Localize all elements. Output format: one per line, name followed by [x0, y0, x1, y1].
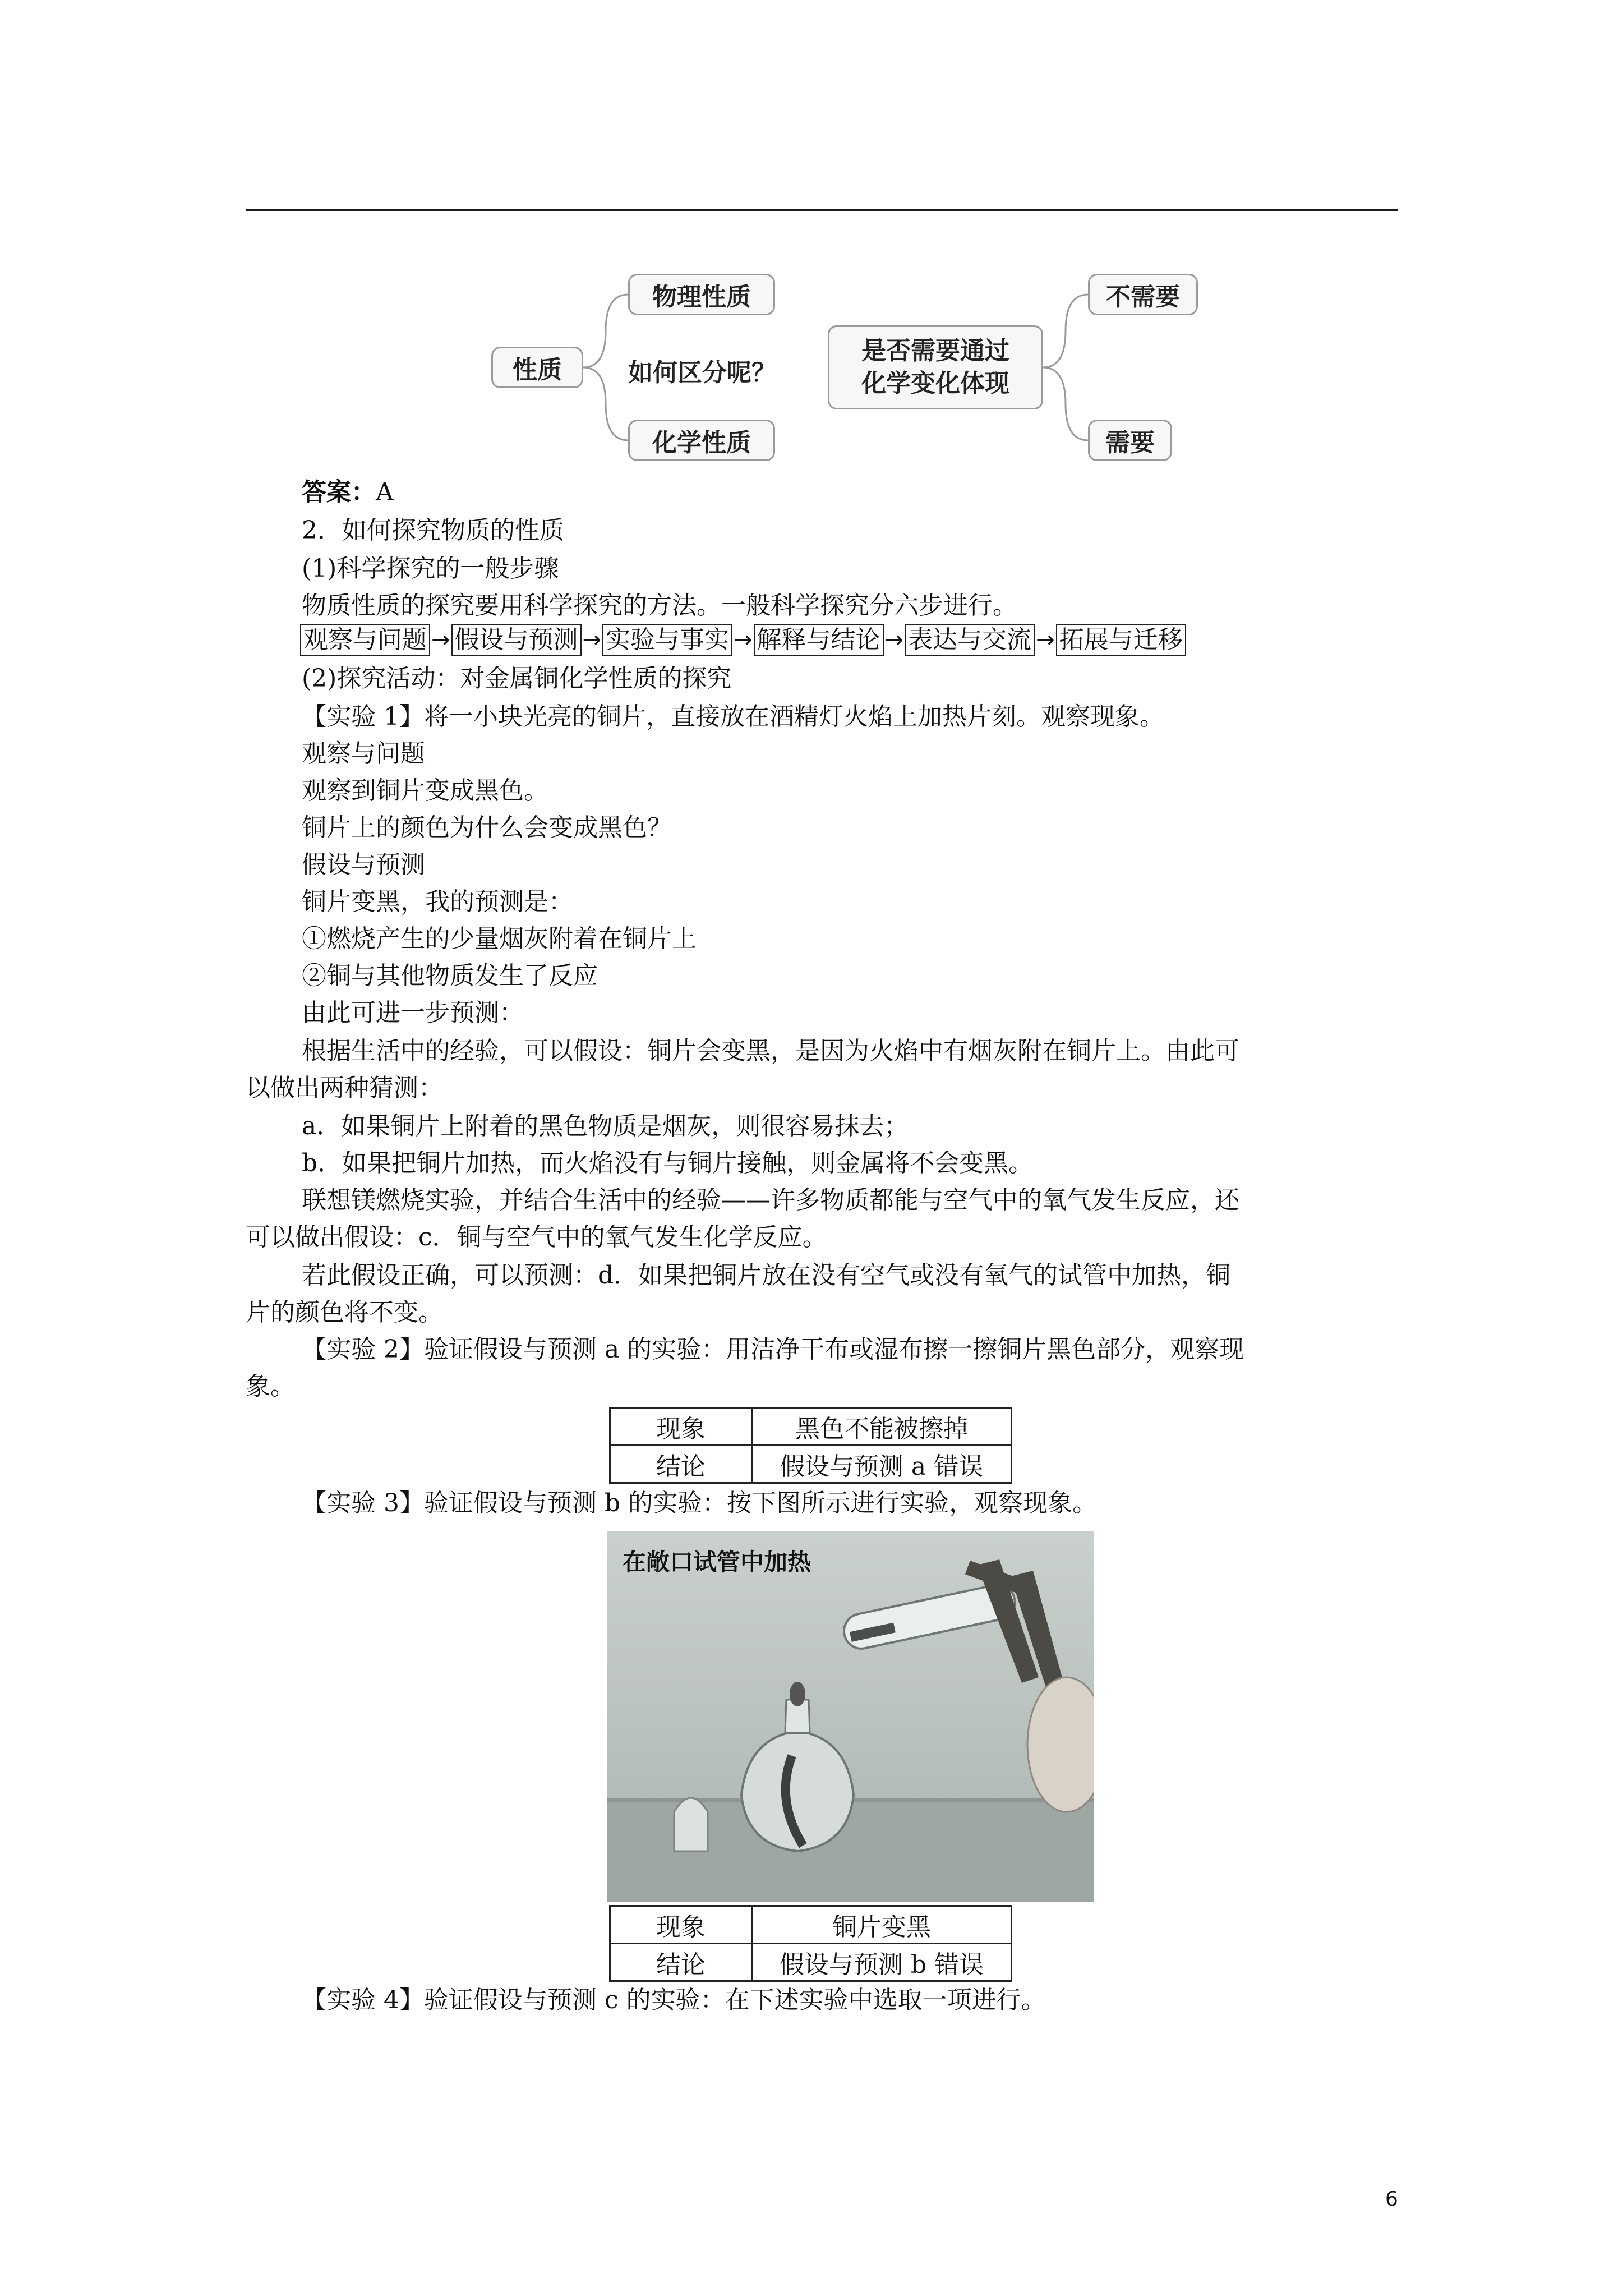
answer-value: A	[376, 478, 394, 507]
diagram-no-need: 不需要	[1088, 274, 1198, 315]
table-cell: 黑色不能被擦掉	[752, 1408, 1012, 1446]
inquiry-steps	[300, 624, 1186, 656]
paragraph-3-line-1: 若此假设正确，可以预测：d．如果把铜片放在没有空气或没有氧气的试管中加热，铜	[302, 1261, 1231, 1290]
table-cell: 假设与预测 a 错误	[752, 1446, 1012, 1483]
table-cell: 结论	[610, 1944, 752, 1981]
diagram-question: 如何区分呢？	[628, 358, 776, 387]
step-3: 实验与事实	[602, 624, 732, 656]
hypothesis-intro: 铜片变黑，我的预测是：	[302, 887, 573, 916]
step-6: 拓展与迁移	[1056, 624, 1186, 656]
table-cell: 现象	[610, 1408, 752, 1446]
heading-observe: 观察与问题	[302, 739, 425, 768]
diagram-criterion	[828, 325, 1043, 409]
step-1: 观察与问题	[300, 624, 430, 656]
arrow-right-icon: →	[1036, 627, 1055, 653]
step-5: 表达与交流	[905, 624, 1035, 656]
page-number: 6	[1385, 2188, 1398, 2211]
step-4: 解释与结论	[754, 624, 884, 656]
arrow-right-icon: →	[431, 627, 450, 653]
step-2: 假设与预测	[451, 624, 582, 656]
experiment-3-table	[609, 1905, 1012, 1982]
section-2-2-title: (2)探究活动：对金属铜化学性质的探究	[302, 664, 732, 693]
section-2-1-intro: 物质性质的探究要用科学探究的方法。一般科学探究分六步进行。	[302, 591, 1017, 620]
hypothesis-2: ②铜与其他物质发生了反应	[302, 961, 598, 990]
diagram-criterion-line2: 化学变化体现	[861, 369, 1009, 398]
diagram-physical-property: 物理性质	[628, 274, 775, 315]
experiment-4: 【实验 4】验证假设与预测 c 的实验：在下述实验中选取一项进行。	[302, 1986, 1046, 2014]
photo-caption: 在敞口试管中加热	[623, 1548, 811, 1576]
table-row	[610, 1944, 1012, 1981]
arrow-right-icon: →	[582, 627, 602, 653]
paragraph-2-line-2: 可以做出假设：c．铜与空气中的氧气发生化学反应。	[246, 1223, 827, 1251]
answer-label: 答案：	[302, 478, 376, 507]
diagram-chemical-property: 化学性质	[628, 420, 775, 461]
arrow-right-icon: →	[884, 627, 904, 653]
hypothesis-1: ①燃烧产生的少量烟灰附着在铜片上	[302, 924, 697, 953]
experiment-2-line-2: 象。	[246, 1372, 295, 1401]
paragraph-2-line-1: 联想镁燃烧实验，并结合生活中的经验——许多物质都能与空气中的氧气发生反应，还	[302, 1186, 1239, 1214]
table-row	[610, 1408, 1012, 1446]
diagram-criterion-line1: 是否需要通过	[861, 337, 1009, 365]
arrow-right-icon: →	[734, 627, 753, 653]
experiment-1: 【实验 1】将一小块光亮的铜片，直接放在酒精灯火焰上加热片刻。观察现象。	[302, 702, 1164, 731]
observe-1: 观察到铜片变成黑色。	[302, 776, 548, 805]
guess-a: a．如果铜片上附着的黑色物质是烟灰，则很容易抹去；	[302, 1112, 909, 1140]
table-cell: 假设与预测 b 错误	[752, 1944, 1012, 1981]
diagram-need: 需要	[1088, 420, 1172, 461]
section-2-title: 2．如何探究物质的性质	[302, 516, 564, 545]
table-row	[610, 1446, 1012, 1483]
guess-b: b．如果把铜片加热，而火焰没有与铜片接触，则金属将不会变黑。	[302, 1149, 1034, 1177]
paragraph-1-line-2: 以做出两种猜测：	[246, 1074, 443, 1102]
paragraph-3-line-2: 片的颜色将不变。	[246, 1298, 443, 1327]
experiment-3-photo	[607, 1531, 1094, 1902]
table-cell: 结论	[610, 1446, 752, 1483]
experiment-2-line-1: 【实验 2】验证假设与预测 a 的实验：用洁净干布或湿布擦一擦铜片黑色部分，观察现	[302, 1335, 1244, 1364]
property-concept-diagram	[482, 264, 1211, 471]
section-2-1-title: (1)科学探究的一般步骤	[302, 554, 559, 583]
paragraph-1-line-1: 根据生活中的经验，可以假设：铜片会变黑，是因为火焰中有烟灰附在铜片上。由此可	[302, 1037, 1239, 1065]
table-row	[610, 1906, 1012, 1944]
experiment-3: 【实验 3】验证假设与预测 b 的实验：按下图所示进行实验，观察现象。	[302, 1489, 1098, 1517]
observe-2: 铜片上的颜色为什么会变成黑色？	[302, 813, 672, 842]
table-cell: 铜片变黑	[752, 1906, 1012, 1944]
diagram-root-property: 性质	[491, 347, 583, 388]
header-rule	[246, 209, 1398, 211]
further-prediction: 由此可进一步预测：	[302, 999, 524, 1027]
lab-setup-illustration	[607, 1531, 1094, 1902]
experiment-2-table	[609, 1407, 1012, 1484]
table-cell: 现象	[610, 1906, 752, 1944]
heading-hypothesis: 假设与预测	[302, 850, 425, 879]
answer-line	[302, 476, 394, 509]
